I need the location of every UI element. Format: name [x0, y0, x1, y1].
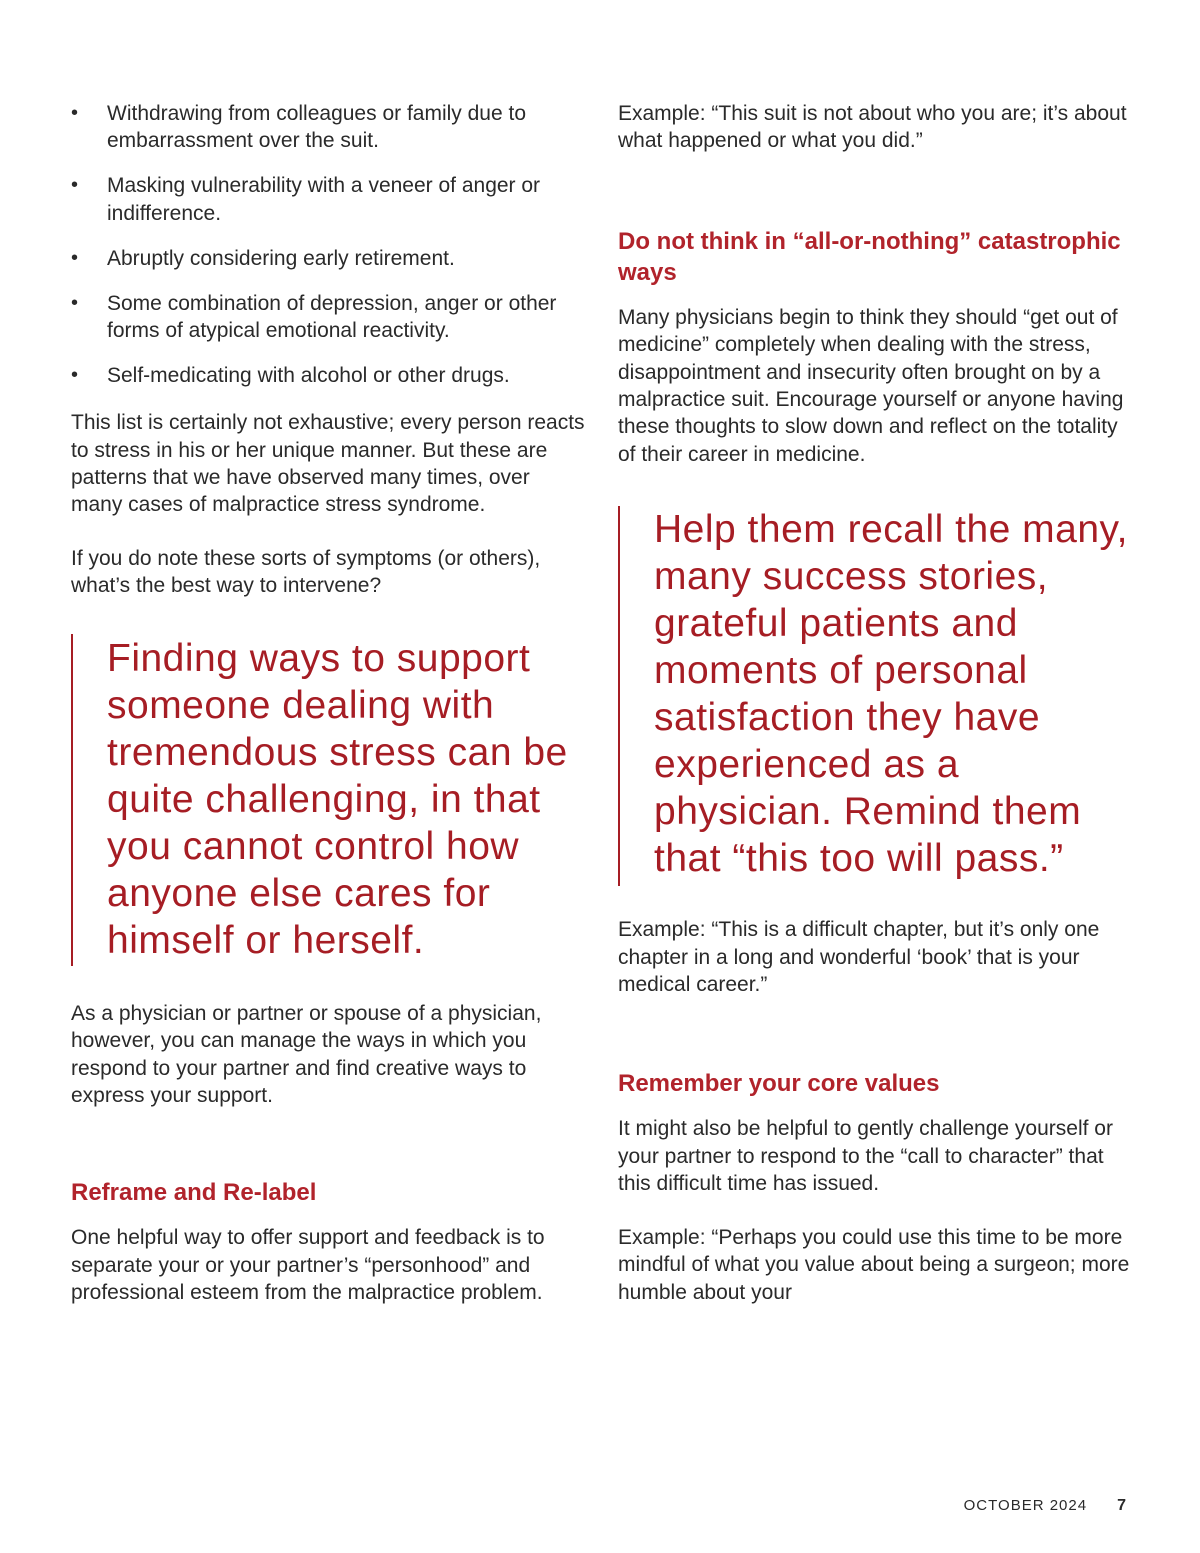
- paragraph-manage-response: As a physician or partner or spouse of a physician, however, you can manage the ways in which you respond to your partner and find creative ways to express your support.: [71, 1001, 542, 1107]
- paragraph-intervene: If you do note these sorts of symptoms (or others), what’s the best way to intervene?: [71, 546, 541, 598]
- list-item-text: Self-medicating with alcohol or other drugs.: [107, 363, 510, 387]
- symptom-list: [71, 100, 586, 389]
- paragraph-call-to-character: It might also be helpful to gently challenge yourself or your partner to respond to the “call to character” that this difficult time has issued.: [618, 1117, 1113, 1196]
- bullet-icon: •: [71, 174, 79, 197]
- list-item: [71, 362, 586, 389]
- list-item-text: Abruptly considering early retirement.: [107, 246, 455, 270]
- pull-quote-recall: Help them recall the many, many success stories, grateful patients and moments of personal satisfaction they have experienced as a physician. Remind them that “this too will pass.”: [618, 506, 1138, 886]
- bullet-icon: •: [71, 363, 79, 386]
- bullet-icon: •: [71, 291, 79, 314]
- heading-core-values: Remember your core values: [618, 1070, 940, 1098]
- page-footer: [964, 1497, 1126, 1515]
- example-suit: Example: “This suit is not about who you are; it’s about what happened or what you did.”: [618, 102, 1127, 153]
- right-column: [618, 100, 1138, 1306]
- list-item-text: Masking vulnerability with a veneer of anger or indifference.: [107, 174, 541, 225]
- bullet-icon: •: [71, 246, 79, 269]
- example-chapter: Example: “This is a difficult chapter, but it’s only one chapter in a long and wonderful ‘book’ that is your medical career.”: [618, 918, 1100, 997]
- left-column: [71, 100, 586, 1307]
- list-item: [71, 245, 586, 272]
- bullet-icon: •: [71, 102, 79, 124]
- issue-date: OCTOBER 2024: [963, 1497, 1088, 1514]
- page-number: 7: [1117, 1497, 1126, 1514]
- paragraph-get-out: Many physicians begin to think they should “get out of medicine” completely when dealing with the stress, disappointment and insecurity often brought on by a malpractice suit. Encourage yourself or anyone having these thoughts to slow down and reflect on the totality of their career in medicine.: [618, 305, 1124, 466]
- heading-all-or-nothing: Do not think in “all-or-nothing” catastrophic ways: [618, 227, 1121, 286]
- pull-quote-support: Finding ways to support someone dealing with tremendous stress can be quite challenging, in that you cannot control how anyone else cares for himself or herself.: [71, 634, 586, 966]
- list-item-text: Some combination of depression, anger or other forms of atypical emotional reactivity.: [107, 291, 557, 342]
- paragraph-not-exhaustive: This list is certainly not exhaustive; every person reacts to stress in his or her unique manner. But these are patterns that we have observed many times, over many cases of malpractice stress syndrome.: [71, 411, 585, 517]
- paragraph-separate-personhood: One helpful way to offer support and feedback is to separate your or your partner’s “personhood” and professional esteem from the malpractice problem.: [71, 1226, 545, 1305]
- list-item: [71, 290, 586, 345]
- list-item: [71, 100, 586, 155]
- heading-reframe: Reframe and Re-label: [71, 1179, 317, 1207]
- example-mindful: Example: “Perhaps you could use this time to be more mindful of what you value about being a surgeon; more humble about your: [618, 1225, 1130, 1304]
- list-item-text: Withdrawing from colleagues or family due to embarrassment over the suit.: [107, 102, 527, 153]
- list-item: [71, 172, 586, 227]
